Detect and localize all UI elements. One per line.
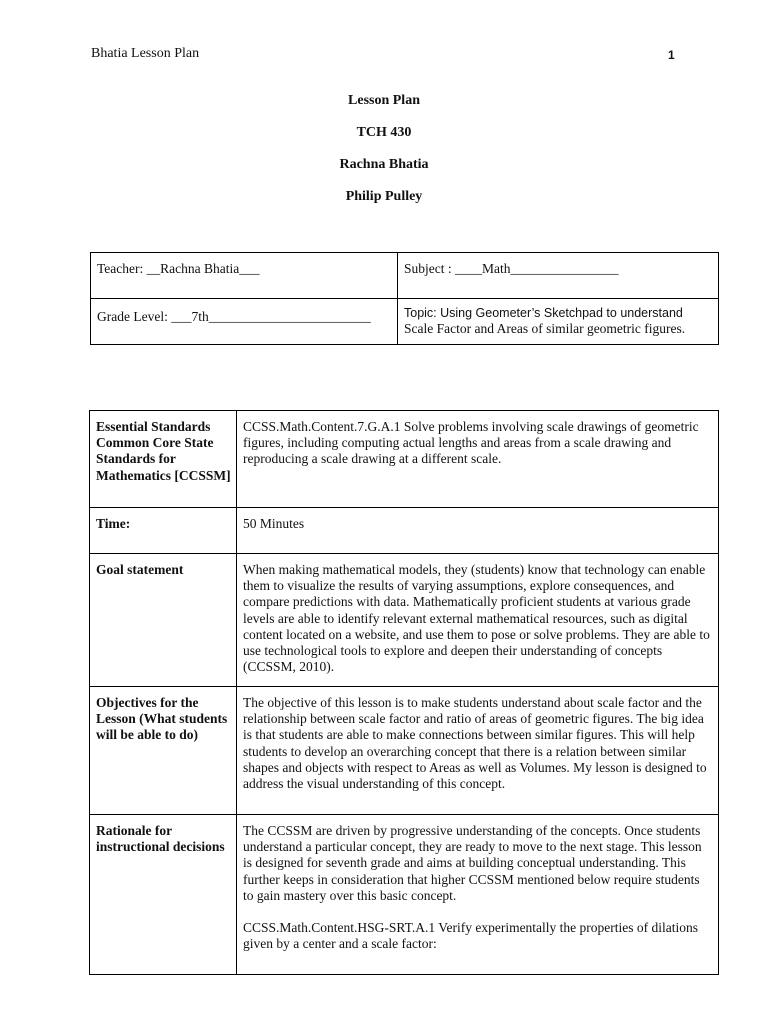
topic-text-line2: Scale Factor and Areas of similar geometric figures. xyxy=(404,321,686,337)
row-label-rationale: Rationale for instructional decisions xyxy=(90,815,237,975)
row-content-standards: CCSS.Math.Content.7.G.A.1 Solve problems involving scale drawings of geometric figures, including computing actual lengths and areas from a scale drawing and reproducing a scale drawing at a different scale. xyxy=(237,411,719,508)
row-content-objectives: The objective of this lesson is to make students understand about scale factor and the relationship between scale factor and ratio of areas of geometric figures. The big idea is that students are able to make connections between similar figures. This will help students to develop an overarching concept that there is a relation between similar shapes and objects with respect to Areas as well as Volumes. My lesson is designed to address the visual understanding of this concept. xyxy=(237,687,719,815)
table-row xyxy=(90,508,719,554)
page-number: 1 xyxy=(668,48,675,62)
row-label-goal: Goal statement xyxy=(90,554,237,687)
topic-text-line1: Topic: Using Geometer’s Sketchpad to understand xyxy=(404,306,683,320)
row-content-rationale xyxy=(237,815,719,975)
lesson-plan-table xyxy=(89,410,719,975)
topic-cell xyxy=(398,299,719,345)
row-label-objectives: Objectives for the Lesson (What students will be able to do) xyxy=(90,687,237,815)
doc-title: Lesson Plan xyxy=(348,93,420,108)
instructor-name: Philip Pulley xyxy=(345,189,423,204)
row-label-time: Time: xyxy=(90,508,237,554)
rationale-paragraph-1: The CCSSM are driven by progressive understanding of the concepts. Once students understand a particular concept, they are ready to move to the next stage. This lesson is designed for seventh grade and aims at building conceptual understanding. This further keeps in consideration that higher CCSSM mentioned below require students to gain mastery over this basic concept. xyxy=(243,823,702,903)
grade-cell: Grade Level: ___7th________________________ xyxy=(91,299,398,345)
info-table xyxy=(90,252,719,345)
row-label-standards: Essential Standards Common Core State Standards for Mathematics [CCSSM] xyxy=(90,411,237,508)
table-row xyxy=(90,554,719,687)
table-row xyxy=(90,411,719,508)
table-row xyxy=(90,815,719,975)
author-name: Rachna Bhatia xyxy=(339,157,429,172)
subject-cell: Subject : ____Math________________ xyxy=(398,253,719,299)
teacher-cell: Teacher: __Rachna Bhatia___ xyxy=(91,253,398,299)
rationale-paragraph-2: CCSS.Math.Content.HSG-SRT.A.1 Verify experimentally the properties of dilations given by a center and a scale factor: xyxy=(243,920,699,952)
table-row xyxy=(90,687,719,815)
running-header: Bhatia Lesson Plan xyxy=(91,46,200,61)
course-code: TCH 430 xyxy=(356,125,412,140)
row-content-time: 50 Minutes xyxy=(237,508,719,554)
row-content-goal: When making mathematical models, they (students) know that technology can enable them to visualize the results of varying assumptions, explore consequences, and compare predictions with data. Mathematically proficient students at various grade levels are able to identify relevant external mathematical resources, such as digital content located on a website, and use them to pose or solve problems. They are able to use technological tools to explore and deepen their understanding of concepts (CCSSM, 2010). xyxy=(237,554,719,687)
